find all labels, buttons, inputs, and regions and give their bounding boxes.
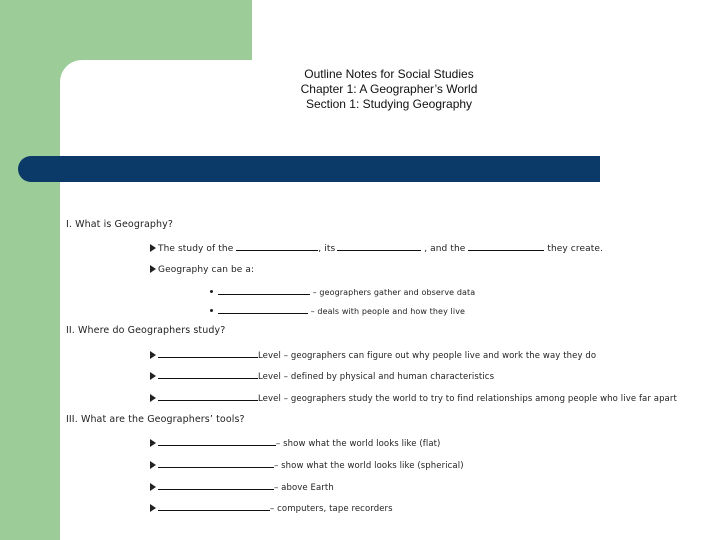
arrow-icon (150, 461, 156, 469)
study-text-1: The study of the (158, 244, 234, 254)
study-line (150, 242, 603, 254)
blank-line[interactable] (337, 242, 421, 251)
arrow-icon (150, 439, 156, 447)
arrow-icon (150, 244, 156, 252)
title-block (250, 67, 528, 112)
level-item-1 (150, 349, 596, 361)
header-band (18, 156, 600, 182)
arrow-icon (150, 351, 156, 359)
tool-item-4 (150, 502, 393, 514)
arrow-icon (150, 504, 156, 512)
tool-text: – show what the world looks like (flat) (276, 439, 441, 449)
blank-line[interactable] (158, 370, 258, 379)
tool-item-3 (150, 481, 334, 493)
blank-line[interactable] (158, 502, 270, 511)
bullet-item-2 (210, 305, 465, 316)
study-text-2: , its (318, 244, 336, 254)
green-left-strip (0, 0, 60, 540)
blank-line[interactable] (468, 242, 544, 251)
level-text: Level – geographers study the world to try to find relationships among people who live far apart (258, 394, 677, 404)
tool-text: – above Earth (274, 483, 334, 493)
tool-text: – computers, tape recorders (270, 504, 393, 514)
arrow-icon (150, 265, 156, 273)
arrow-icon (150, 483, 156, 491)
can-be-text: Geography can be a: (158, 265, 255, 275)
arrow-icon (150, 394, 156, 402)
title-line-2: Chapter 1: A Geographer’s World (300, 82, 478, 96)
section-2-heading: II. Where do Geographers study? (66, 325, 226, 336)
blank-line[interactable] (158, 481, 274, 490)
level-item-3 (150, 392, 677, 404)
bullet-text: – deals with people and how they live (310, 307, 466, 316)
section-1-heading: I. What is Geography? (66, 219, 174, 230)
level-item-2 (150, 370, 494, 382)
tool-item-2 (150, 459, 464, 471)
bullet-icon (210, 309, 213, 312)
blank-line[interactable] (158, 459, 274, 468)
bullet-icon (210, 290, 213, 293)
arrow-icon (150, 372, 156, 380)
bullet-item-1 (210, 286, 475, 297)
title-line-1: Outline Notes for Social Studies (304, 67, 474, 81)
blank-line[interactable] (236, 242, 318, 251)
study-text-3: , and the (424, 244, 466, 254)
level-text: Level – defined by physical and human characteristics (258, 372, 495, 382)
bullet-text: – geographers gather and observe data (312, 288, 476, 297)
blank-line[interactable] (218, 305, 308, 314)
blank-line[interactable] (158, 349, 258, 358)
blank-line[interactable] (158, 437, 276, 446)
tool-text: – show what the world looks like (spherical) (274, 461, 464, 471)
can-be-line (150, 265, 254, 275)
blank-line[interactable] (218, 286, 310, 295)
study-text-4: they create. (547, 244, 603, 254)
tool-item-1 (150, 437, 440, 449)
level-text: Level – geographers can figure out why people live and work the way they do (258, 351, 597, 361)
section-3-heading: III. What are the Geographers’ tools? (66, 414, 245, 425)
blank-line[interactable] (158, 392, 258, 401)
title-line-3: Section 1: Studying Geography (305, 97, 473, 111)
